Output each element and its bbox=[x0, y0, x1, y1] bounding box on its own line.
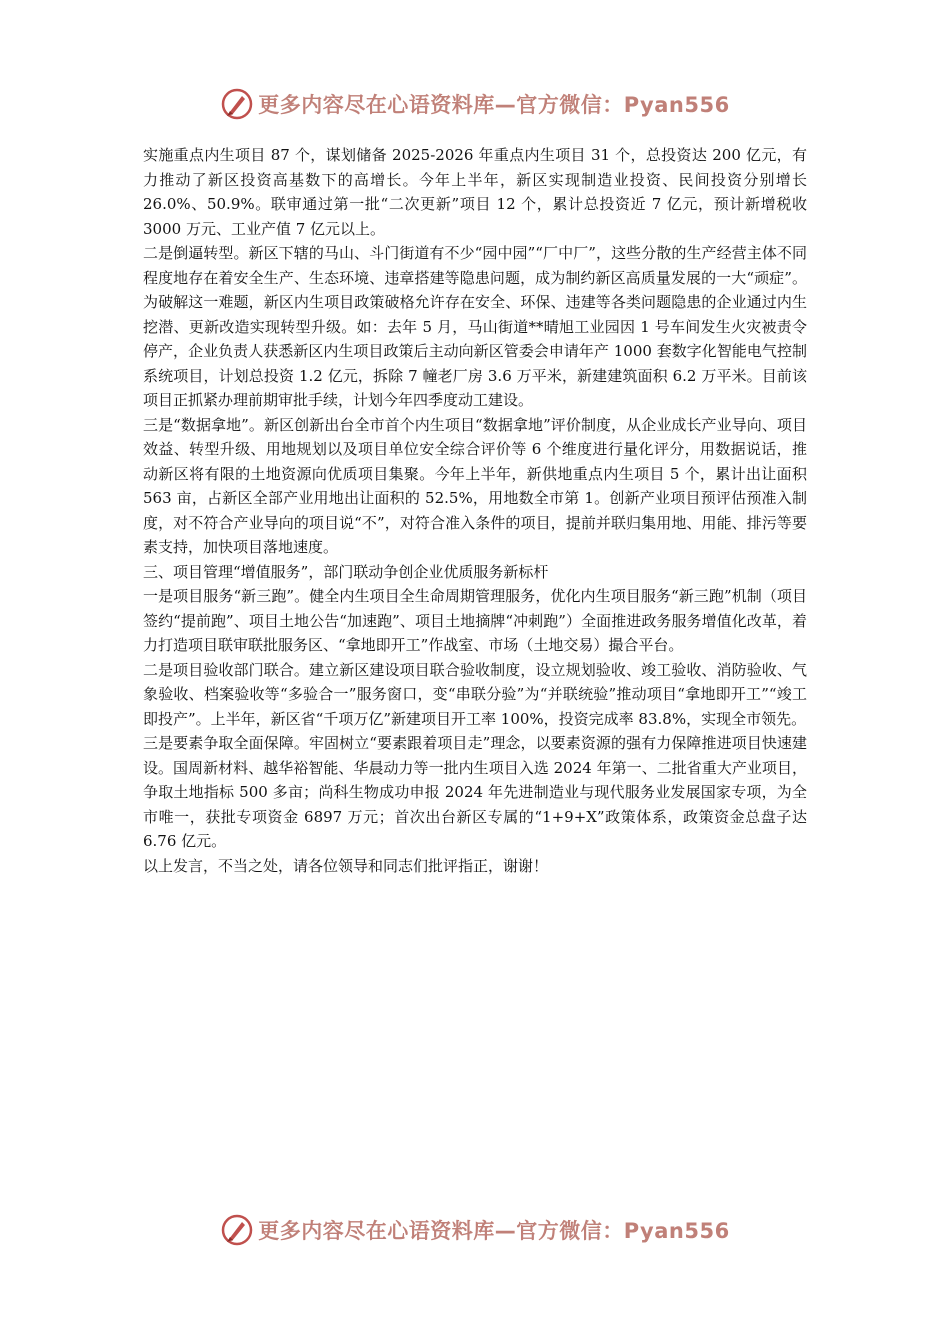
section-heading-value-added-service: 三、项目管理“增值服务”，部门联动争创企业优质服务新标杆 bbox=[143, 562, 549, 581]
footer-watermark-text: 更多内容尽在心语资料库—官方微信：Pyan556 bbox=[258, 1219, 730, 1243]
pen-logo-icon bbox=[220, 87, 254, 121]
paragraph-factor-guarantee: 三是要素争取全面保障。牢固树立“要素跟着项目走”理念，以要素资源的强有力保障推进项目快速建设。国周新材料、越华裕智能、华晨动力等一批内生项目入选 2024 年第一、二批省重大产业项目，争取土地指标 500 多亩；尚科生物成功申报 2024 年先进制造业与现代服务业发展国家专项，为全市唯一，获批专项资金 6897 万元；首次出台新区专属的“1+9+X”政策体系，政策资金总盘子达 6.76 亿元。 bbox=[143, 734, 807, 850]
paragraph-new-three-runs: 一是项目服务“新三跑”。健全内生项目全生命周期管理服务，优化内生项目服务“新三跑”机制（项目签约“提前跑”、项目土地公告“加速跑”、项目土地摘牌“冲刺跑”）全面推进政务服务增值化改革，着力打造项目联审联批服务区、“拿地即开工”作战室、市场（土地交易）撮合平台。 bbox=[143, 587, 807, 654]
pen-logo-icon bbox=[220, 1213, 254, 1247]
header-watermark-banner bbox=[0, 84, 950, 124]
paragraph-forced-transformation: 二是倒逼转型。新区下辖的马山、斗门街道有不少“园中园”“厂中厂”，这些分散的生产经营主体不同程度地存在着安全生产、生态环境、违章搭建等隐患问题，成为制约新区高质量发展的一大“顽症”。为破解这一难题，新区内生项目政策破格允许存在安全、环保、违建等各类问题隐患的企业通过内生挖潜、更新改造实现转型升级。如：去年 5 月，马山街道**晴旭工业园因 1 号车间发生火灾被责令停产，企业负责人获悉新区内生项目政策后主动向新区管委会申请年产 1000 套数字化智能电气控制系统项目，计划总投资 1.2 亿元，拆除 7 幢老厂房 3.6 万平米，新建建筑面积 6.2 万平米。目前该项目正抓紧办理前期审批手续，计划今年四季度动工建设。 bbox=[143, 244, 807, 409]
document-body bbox=[143, 143, 807, 878]
header-watermark-text: 更多内容尽在心语资料库—官方微信：Pyan556 bbox=[258, 93, 730, 117]
paragraph-joint-acceptance: 二是项目验收部门联合。建立新区建设项目联合验收制度，设立规划验收、竣工验收、消防验收、气象验收、档案验收等“多验合一”服务窗口，变“串联分验”为“并联统验”推动项目“拿地即开工”“竣工即投产”。上半年，新区省“千项万亿”新建项目开工率 100%，投资完成率 83.8%，实现全市领先。 bbox=[143, 660, 807, 728]
paragraph-data-land: 三是“数据拿地”。新区创新出台全市首个内生项目“数据拿地”评价制度，从企业成长产业导向、项目效益、转型升级、用地规划以及项目单位安全综合评价等 6 个维度进行量化评分，用数据说话，推动新区将有限的土地资源向优质项目集聚。今年上半年，新供地重点内生项目 5 个，累计出让面积 563 亩，占新区全部产业用地出让面积的 52.5%，用地数全市第 1。创新产业项目预评估预准入制度，对不符合产业导向的项目说“不”，对符合准入条件的项目，提前并联归集用地、用能、排污等要素支持，加快项目落地速度。 bbox=[143, 415, 807, 556]
paragraph-closing: 以上发言，不当之处，请各位领导和同志们批评指正，谢谢！ bbox=[143, 856, 549, 875]
paragraph-investment-summary: 实施重点内生项目 87 个，谋划储备 2025-2026 年重点内生项目 31 个，总投资达 200 亿元，有力推动了新区投资高基数下的高增长。今年上半年，新区实现制造业投资、民间投资分别增长 26.0%、50.9%。联审通过第一批“二次更新”项目 12 个，累计总投资近 7 亿元，预计新增税收 3000 万元、工业产值 7 亿元以上。 bbox=[143, 146, 807, 238]
footer-watermark-banner bbox=[0, 1210, 950, 1250]
